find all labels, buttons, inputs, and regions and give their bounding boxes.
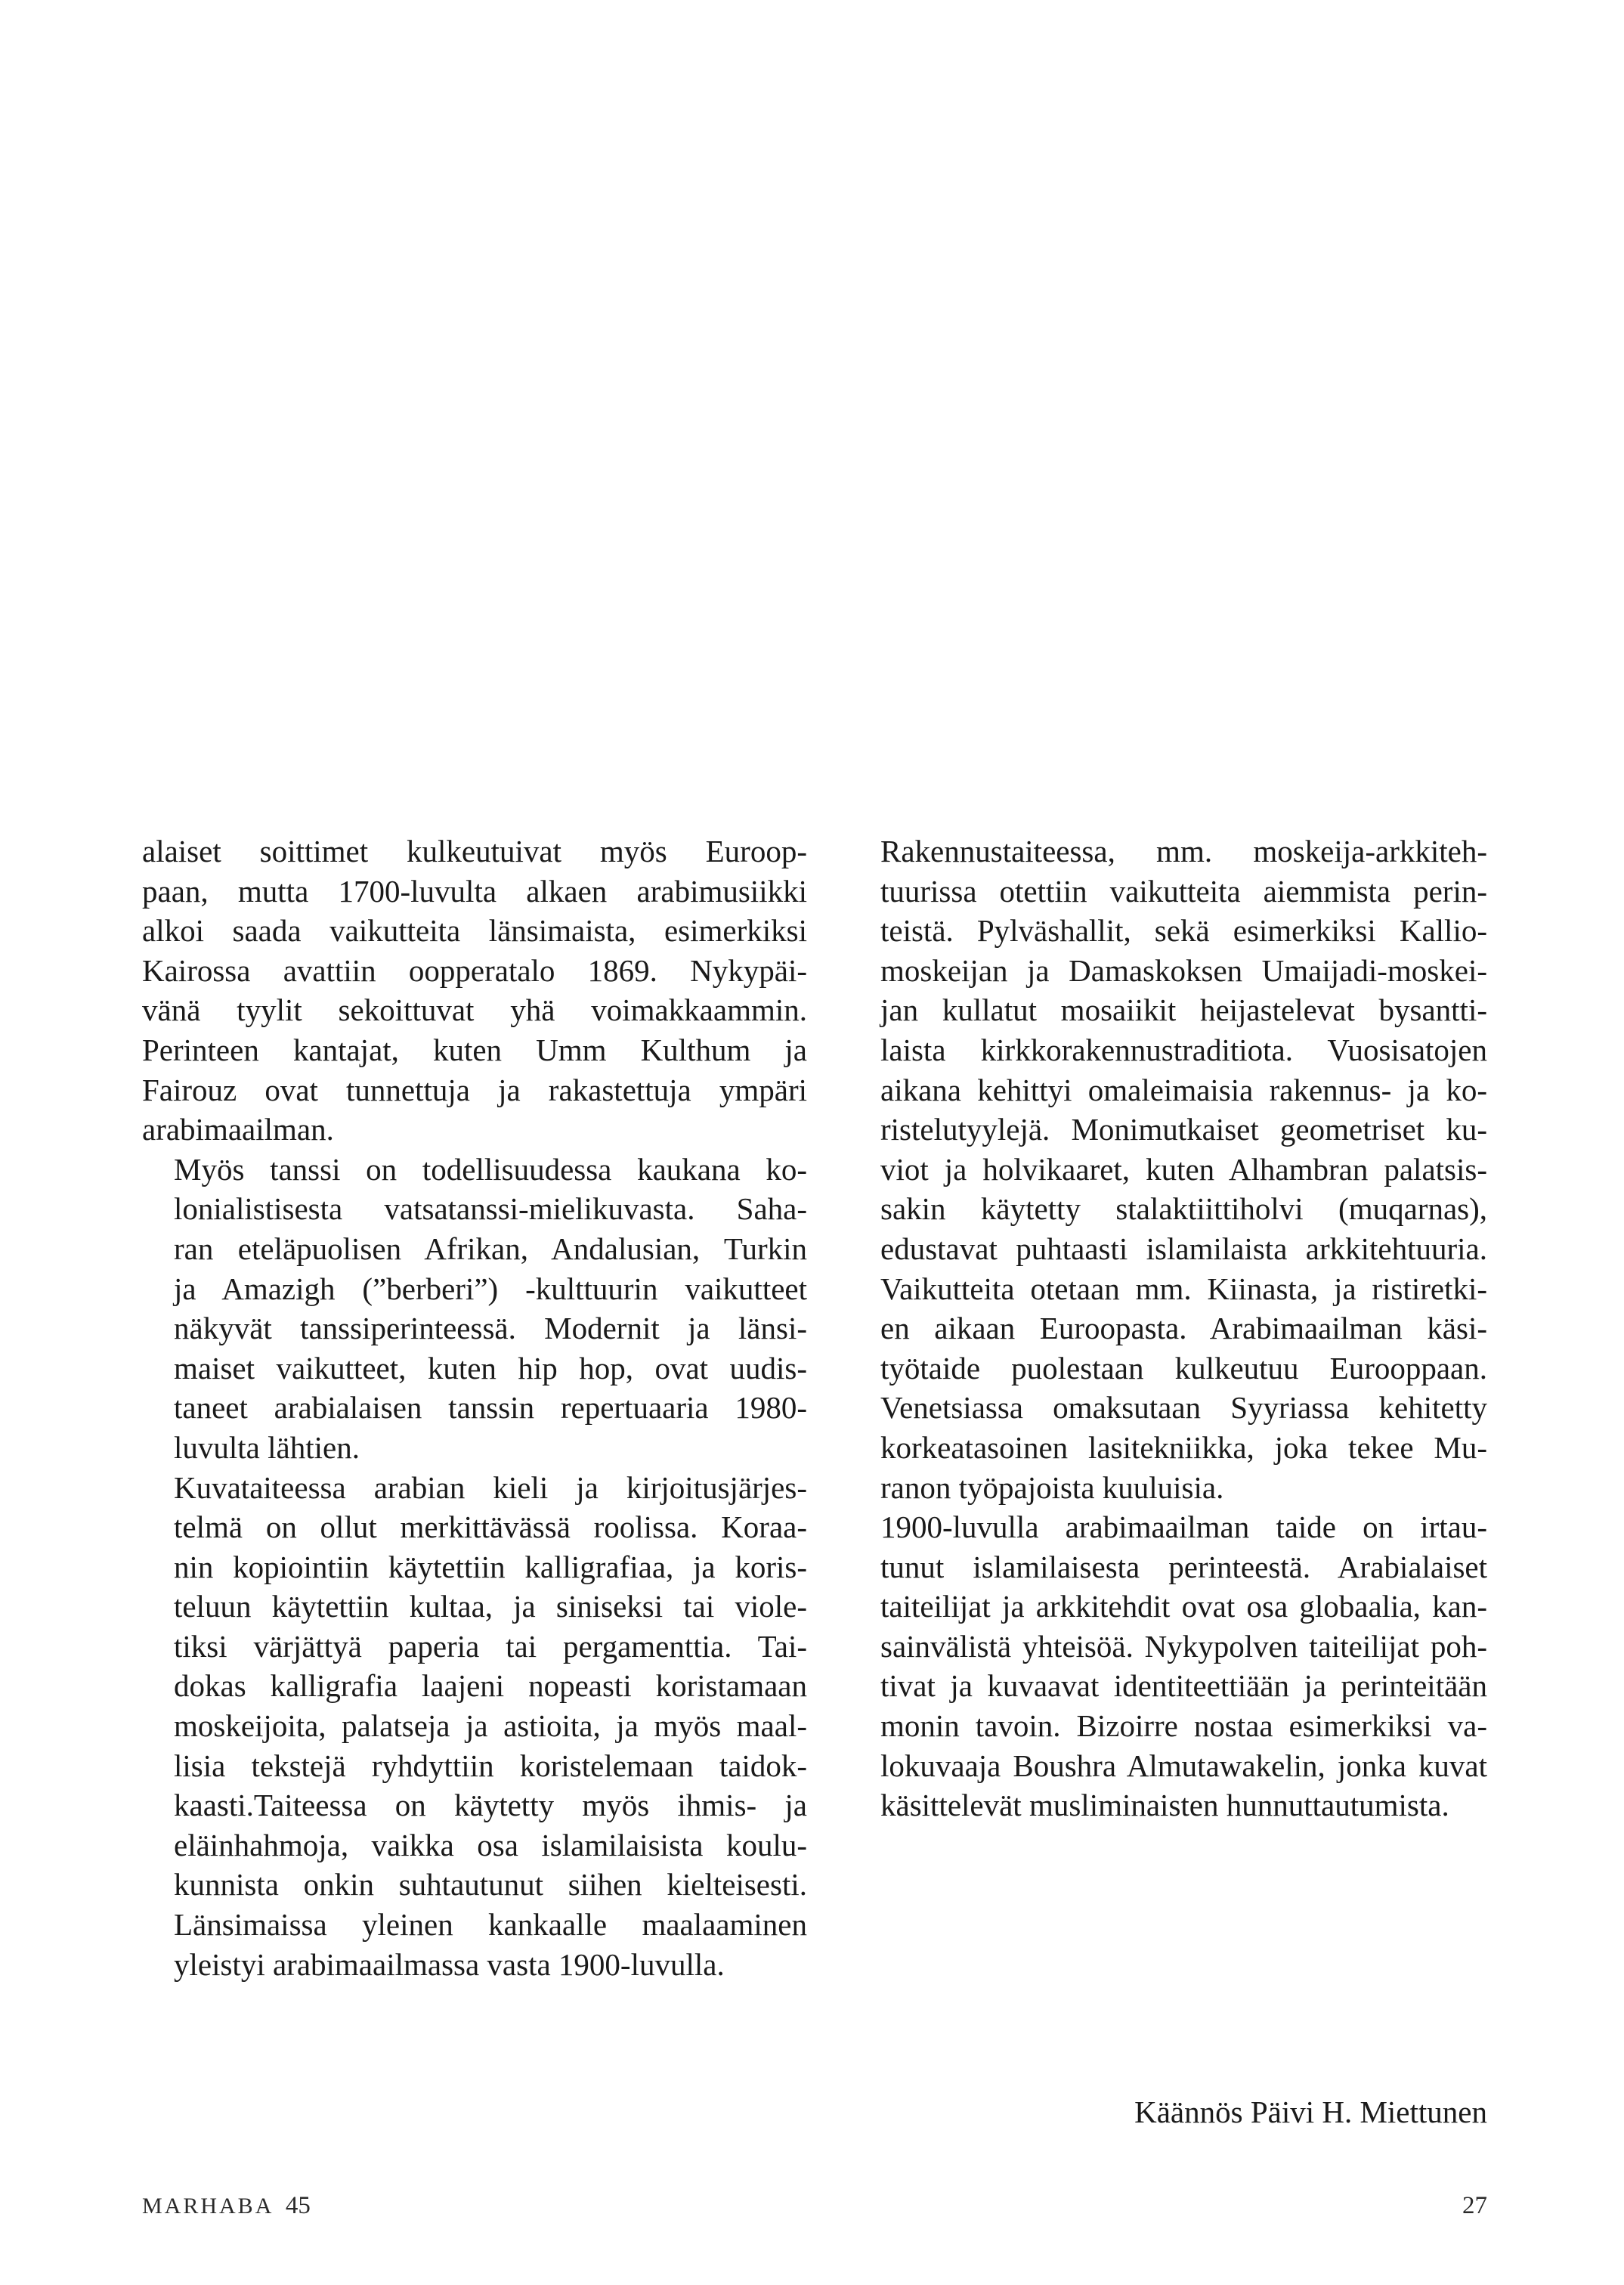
text-line: dokas kalligrafia laajeni nopeasti koristamaan [174,1668,807,1704]
text-line: nin kopiointiin käytettiin kalligrafiaa, ja koris- [174,1549,807,1584]
text-line: taneet arabialaisen tanssin repertuaaria 1980- [174,1390,807,1426]
text-line: teistä. Pylväshallit, sekä esimerkiksi Kallio- [880,913,1487,949]
text-line: taiteilijat ja arkkitehdit ovat osa globaalia, kan- [880,1589,1487,1624]
text-line: moskeijoita, palatseja ja astioita, ja myös maal- [174,1708,807,1744]
issue-number: 45 [285,2192,311,2219]
text-line: Länsimaissa yleinen kankaalle maalaaminen [174,1907,807,1943]
text-line: näkyvät tanssiperinteessä. Modernit ja länsi- [174,1311,807,1346]
text-line: ranon työpajoista kuuluisia. [880,1469,1224,1505]
text-line: lonialistisesta vatsatanssi-mielikuvasta. Saha- [174,1191,807,1227]
text-line: telmä on ollut merkittävässä roolissa. Koraa- [174,1509,807,1545]
text-line: viot ja holvikaaret, kuten Alhambran palatsis- [880,1151,1487,1187]
footer-magazine-issue [142,2191,311,2222]
text-line: jan kullatut mosaiikit heijastelevat bysantti- [880,992,1487,1028]
text-line: laista kirkkorakennustraditiota. Vuosisatojen [880,1032,1487,1067]
text-line: Rakennustaiteessa, mm. moskeija-arkkiteh- [880,834,1487,868]
text-line: aikana kehittyi omaleimaisia rakennus- ja ko- [880,1072,1487,1107]
paragraph [142,1468,807,1985]
text-line: tiksi värjättyä paperia tai pergamenttia. Tai- [174,1628,807,1664]
text-line: teluun käytettiin kultaa, ja siniseksi tai viole- [174,1589,807,1624]
text-line: lisia tekstejä ryhdyttiin koristelemaan taidok- [174,1748,807,1783]
text-line: kunnista onkin suhtautunut siihen kielteisesti. [174,1867,807,1903]
text-line: Myös tanssi on todellisuudessa kaukana ko- [174,1151,807,1187]
left-text-column [142,831,807,1984]
text-line: työtaide puolestaan kulkeutuu Eurooppaan. [880,1350,1487,1386]
magazine-name: MARHABA [142,2194,274,2218]
page-number: 27 [1462,2192,1487,2219]
paragraph [142,831,807,1150]
text-line: lokuvaaja Boushra Almutawakelin, jonka kuvat [880,1748,1487,1783]
paragraph [849,831,1487,1507]
text-line: ristelutyylejä. Monimutkaiset geometriset ku- [880,1112,1487,1147]
text-line: käsittelevät musliminaisten hunnuttautumista. [880,1788,1449,1823]
text-line: en aikaan Euroopasta. Arabimaailman käsi- [880,1311,1487,1346]
text-line: tuurissa otettiin vaikutteita aiemmista perin- [880,873,1487,909]
text-line: ja Amazigh (”berberi”) -kulttuurin vaikutteet [174,1271,807,1306]
text-line: monin tavoin. Bizoirre nostaa esimerkiksi va- [880,1708,1487,1744]
text-line: eläinhahmoja, vaikka osa islamilaisista koulu- [174,1827,807,1862]
text-line: korkeatasoinen lasitekniikka, joka tekee Mu- [880,1429,1487,1465]
text-line: Venetsiassa omaksutaan Syyriassa kehitetty [880,1390,1487,1426]
text-line: ran eteläpuolisen Afrikan, Andalusian, Turkin [174,1231,807,1266]
text-line: paan, mutta 1700-luvulta alkaen arabimusiikki [142,873,807,909]
text-line: yleistyi arabimaailmassa vasta 1900-luvulla. [174,1946,725,1982]
text-line: maiset vaikutteet, kuten hip hop, ovat uudis- [174,1350,807,1386]
text-line: 1900-luvulla arabimaailman taide on irtau- [880,1509,1487,1545]
translator-credit: Käännös Päivi H. Miettunen [1134,2095,1487,2129]
right-text-column [849,831,1487,1825]
text-line: Kairossa avattiin oopperatalo 1869. Nykypäi- [142,952,807,988]
text-line: Kuvataiteessa arabian kieli ja kirjoitusjärjes- [174,1469,807,1505]
text-line: edustavat puhtaasti islamilaista arkkitehtuuria. [880,1231,1487,1266]
text-line: sainvälistä yhteisöä. Nykypolven taiteilijat poh- [880,1628,1487,1664]
text-line: alkoi saada vaikutteita länsimaista, esimerkiksi [142,913,807,949]
text-line: tunut islamilaisesta perinteestä. Arabialaiset [880,1549,1487,1584]
paragraph [142,1150,807,1468]
text-line: luvulta lähtien. [174,1429,360,1465]
text-line: Fairouz ovat tunnettuja ja rakastettuja ympäri [142,1072,807,1107]
text-line: moskeijan ja Damaskoksen Umaijadi-moskei- [880,952,1487,988]
paragraph [849,1507,1487,1825]
text-line: tivat ja kuvaavat identiteettiään ja perinteitään [880,1668,1487,1704]
text-line: vänä tyylit sekoittuvat yhä voimakkaammin. [142,992,807,1028]
text-line: kaasti.Taiteessa on käytetty myös ihmis- ja [174,1788,807,1823]
text-line: arabimaailman. [142,1112,334,1147]
text-line: Perinteen kantajat, kuten Umm Kulthum ja [142,1032,807,1067]
text-line: alaiset soittimet kulkeutuivat myös Euroop- [142,834,807,868]
text-line: Vaikutteita otetaan mm. Kiinasta, ja ristiretki- [880,1271,1487,1306]
text-line: sakin käytetty stalaktiittiholvi (muqarnas), [880,1191,1487,1227]
